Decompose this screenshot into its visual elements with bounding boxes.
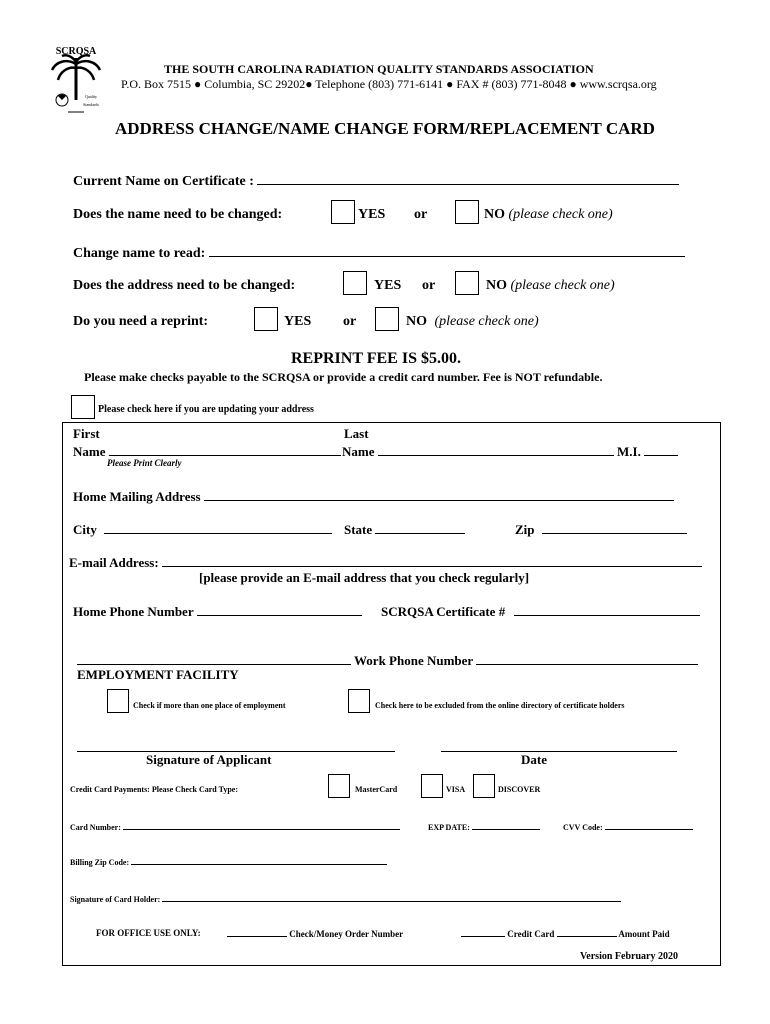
card-number-field[interactable]: [123, 821, 400, 830]
address-change-yes-label: YES: [374, 278, 402, 293]
reprint-check-one: (please check one): [434, 314, 539, 329]
address-change-yes-checkbox[interactable]: [343, 271, 367, 295]
mastercard-checkbox[interactable]: [328, 774, 350, 798]
mi-label: M.I.: [617, 444, 641, 459]
check-number-field[interactable]: [227, 928, 287, 937]
home-address-label: Home Mailing Address: [73, 489, 201, 504]
reprint-no-checkbox[interactable]: [375, 307, 399, 331]
cvv-label: CVV Code:: [563, 823, 603, 832]
change-to-label: Change name to read:: [73, 246, 206, 261]
exp-date-field[interactable]: [472, 821, 540, 830]
city-label: City: [73, 522, 97, 537]
print-clearly-note: Please Print Clearly: [107, 458, 182, 468]
name-change-check-one: (please check one): [508, 207, 613, 222]
multi-employment-label: Check if more than one place of employment: [133, 701, 286, 710]
exclude-directory-checkbox[interactable]: [348, 689, 370, 713]
palmetto-logo-icon: [46, 44, 106, 118]
current-name-field[interactable]: [257, 171, 679, 185]
reprint-or: or: [343, 314, 357, 329]
applicant-signature-field[interactable]: [77, 738, 395, 752]
home-phone-field[interactable]: [197, 602, 362, 616]
home-phone-label: Home Phone Number: [73, 604, 194, 619]
work-phone-field[interactable]: [476, 651, 698, 665]
reprint-yes-checkbox[interactable]: [254, 307, 278, 331]
state-field[interactable]: [375, 520, 465, 534]
email-field[interactable]: [162, 553, 702, 567]
name-change-or: or: [414, 207, 428, 222]
exp-date-label: EXP DATE:: [428, 823, 470, 832]
amount-paid-label: Amount Paid: [618, 929, 670, 939]
last-label: Last: [344, 426, 369, 441]
cc-type-label: Credit Card Payments: Please Check Card Type:: [70, 785, 238, 794]
card-number-label: Card Number:: [70, 823, 121, 832]
last-name-label: Name: [342, 444, 375, 459]
state-label: State: [344, 522, 373, 537]
mi-field[interactable]: [644, 442, 678, 456]
name-change-no-label: NO: [484, 207, 505, 222]
logo-text: SCRQSA: [55, 46, 97, 57]
signature-label: Signature of Applicant: [146, 752, 272, 767]
fee-note: Please make checks payable to the SCRQSA or provide a credit card number. Fee is NOT refundable.: [84, 370, 603, 384]
visa-label: VISA: [446, 785, 466, 794]
visa-checkbox[interactable]: [421, 774, 443, 798]
work-phone-label: Work Phone Number: [354, 653, 473, 668]
reprint-label: Do you need a reprint:: [73, 314, 209, 329]
zip-field[interactable]: [542, 520, 687, 534]
name-change-yes-checkbox[interactable]: [331, 200, 355, 224]
office-use-label: FOR OFFICE USE ONLY:: [96, 928, 201, 938]
date-field[interactable]: [441, 738, 677, 752]
exclude-directory-label: Check here to be excluded from the online directory of certificate holders: [375, 701, 625, 710]
amount-paid-field[interactable]: [557, 928, 617, 937]
multi-employment-checkbox[interactable]: [107, 689, 129, 713]
billing-zip-field[interactable]: [131, 856, 387, 865]
first-label: First: [73, 426, 100, 441]
first-name-label: Name: [73, 444, 106, 459]
logo-right-caption: Standards: [83, 102, 99, 107]
card-holder-signature-field[interactable]: [162, 893, 621, 902]
cvv-field[interactable]: [605, 821, 693, 830]
current-name-label: Current Name on Certificate :: [73, 174, 254, 189]
address-change-check-one: (please check one): [510, 278, 615, 293]
date-label: Date: [521, 752, 547, 767]
employment-facility-label: EMPLOYMENT FACILITY: [77, 667, 239, 682]
city-field[interactable]: [104, 520, 332, 534]
last-name-field[interactable]: [378, 442, 614, 456]
reprint-no-label: NO: [406, 314, 427, 329]
discover-checkbox[interactable]: [473, 774, 495, 798]
update-address-checkbox[interactable]: [71, 395, 95, 419]
version-label: Version February 2020: [580, 951, 678, 962]
billing-zip-label: Billing Zip Code:: [70, 858, 130, 867]
name-change-label: Does the name need to be changed:: [73, 207, 283, 222]
check-number-label: Check/Money Order Number: [289, 929, 404, 939]
email-note: [please provide an E-mail address that you check regularly]: [199, 570, 530, 585]
employment-facility-field[interactable]: [77, 651, 351, 665]
name-change-yes-label: YES: [358, 207, 386, 222]
home-address-field[interactable]: [204, 487, 674, 501]
credit-card-label: Credit Card: [507, 929, 555, 939]
address-change-or: or: [422, 278, 436, 293]
reprint-fee-heading: REPRINT FEE IS $5.00.: [291, 350, 461, 367]
address-change-no-checkbox[interactable]: [455, 271, 479, 295]
org-name: THE SOUTH CAROLINA RADIATION QUALITY STANDARDS ASSOCIATION: [164, 62, 594, 76]
contact-info: P.O. Box 7515 ● Columbia, SC 29202● Telephone (803) 771-6141 ● FAX # (803) 771-8048 ● www.scrqsa.org: [121, 77, 657, 91]
zip-label: Zip: [515, 522, 535, 537]
cert-number-label: SCRQSA Certificate #: [381, 604, 506, 619]
first-name-field[interactable]: [109, 442, 341, 456]
change-to-field[interactable]: [209, 243, 685, 257]
discover-label: DISCOVER: [498, 785, 541, 794]
name-change-no-checkbox[interactable]: [455, 200, 479, 224]
card-holder-signature-label: Signature of Card Holder:: [70, 895, 161, 904]
reprint-yes-label: YES: [284, 314, 312, 329]
email-label: E-mail Address:: [69, 555, 159, 570]
address-change-no-label: NO: [486, 278, 507, 293]
mastercard-label: MasterCard: [355, 785, 398, 794]
scrqsa-logo: [46, 44, 106, 118]
update-address-label: Please check here if you are updating your address: [98, 404, 314, 415]
logo-left-caption: Quality: [85, 94, 97, 99]
credit-card-field[interactable]: [461, 928, 505, 937]
cert-number-field[interactable]: [514, 602, 700, 616]
form-title: ADDRESS CHANGE/NAME CHANGE FORM/REPLACEMENT CARD: [115, 119, 655, 138]
address-change-label: Does the address need to be changed:: [73, 278, 296, 293]
